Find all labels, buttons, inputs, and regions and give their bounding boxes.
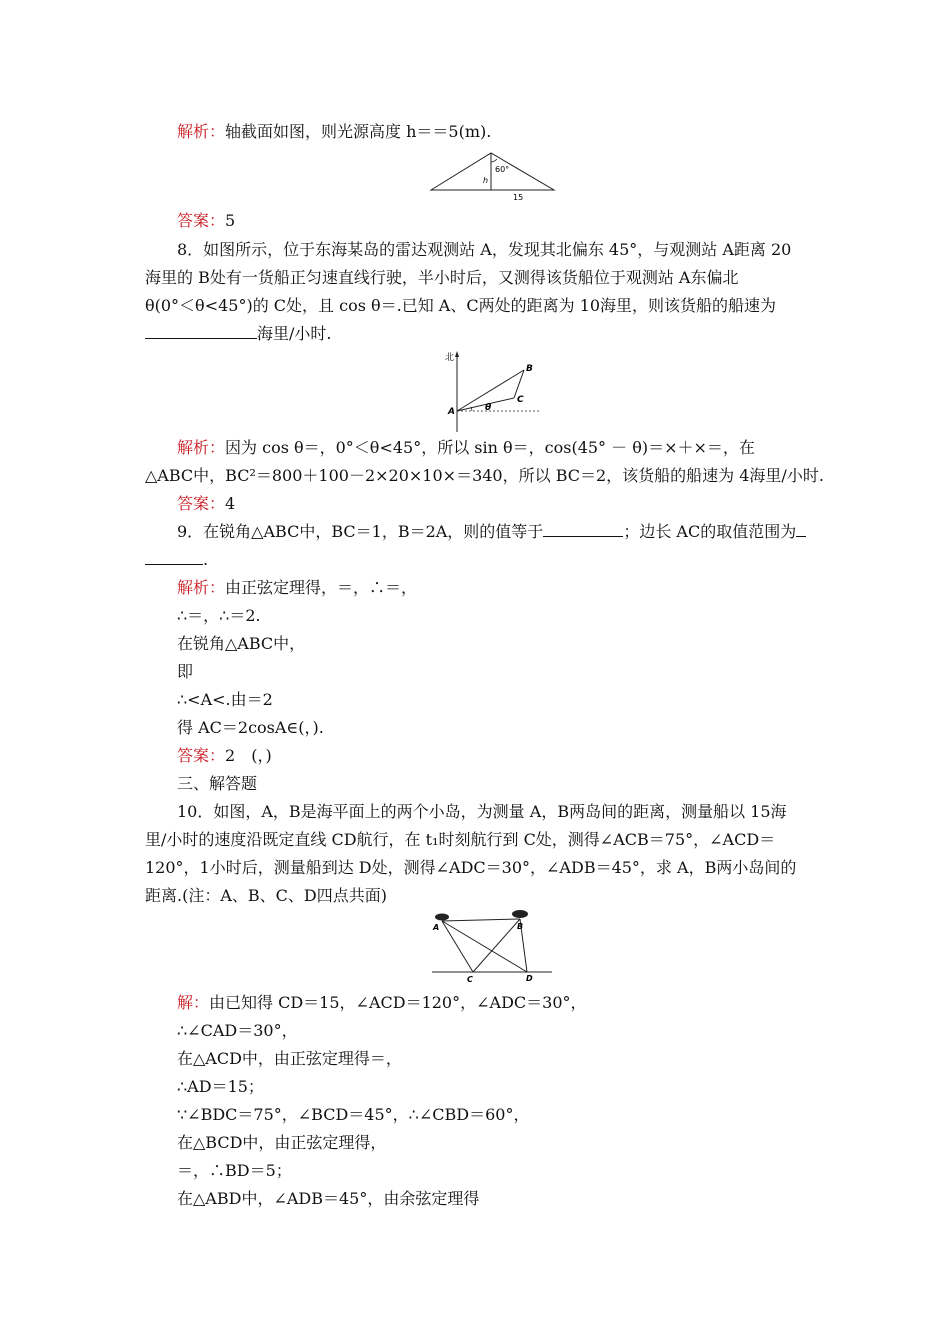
answer-blank[interactable] (145, 324, 257, 339)
solution-10-line-2: ∴∠CAD＝30°， (177, 1021, 298, 1040)
answer-value: 4 (225, 494, 236, 513)
solution-10-line-1: 解：由已知得 CD＝15，∠ACD＝120°，∠ADC＝30°， (177, 993, 587, 1012)
figure-10-islands (428, 908, 556, 986)
segment-ad (442, 921, 527, 972)
north-label: 北 (445, 353, 455, 363)
point-b-label: B (517, 922, 524, 931)
answer-9 (177, 746, 272, 766)
answer-label: 答案： (177, 211, 226, 230)
solution-9-line-6: 得 AC＝2cosA∈(，). (177, 718, 324, 737)
section-title: 三、解答题 (177, 774, 258, 793)
solution-label: 解析： (177, 438, 226, 457)
north-arrow-icon (455, 351, 459, 357)
question-10-line-2: 里/小时的速度沿既定直线 CD航行，在 t₁时刻航行到 C处，测得∠ACB＝75°，∠ACD＝ (145, 830, 776, 849)
solution-9-line-3: 在锐角△ABC中， (177, 634, 306, 653)
height-label: h (483, 176, 489, 185)
question-10-line-4: 距离.(注：A、B、C、D四点共面) (145, 886, 387, 905)
solution-text: 轴截面如图，则光源高度 h＝＝5(m). (225, 122, 492, 141)
question-8-line-4: 海里/小时. (145, 324, 331, 344)
point-c-label: C (517, 395, 524, 405)
solution-10-line-5: ∵∠BDC＝75°，∠BCD＝45°，∴∠CBD＝60°， (177, 1105, 530, 1124)
answer-value: 2 (，) (225, 746, 272, 765)
solution-label: 解析： (177, 122, 226, 141)
question-8-line-3: θ(0°＜θ<45°)的 C处，且 cos θ＝.已知 A、C两处的距离为 10海里，则该货船的船速为 (145, 296, 777, 315)
solution-9-line-1: 解析：由正弦定理得，＝，∴＝， (177, 578, 418, 597)
answer-label: 答案： (177, 746, 226, 765)
question-8-line-1: 8．如图所示，位于东海某岛的雷达观测站 A，发现其北偏东 45°，与观测站 A距离 20 (177, 240, 792, 259)
solution-9-line-5: ∴<A<.由＝2 (177, 690, 273, 709)
figure-7-triangle (428, 150, 558, 204)
question-10-line-3: 120°，1小时后，测量船到达 D处，测得∠ADC＝30°，∠ADB＝45°，求 A，B两小岛间的 (145, 858, 797, 877)
answer-label: 答案： (177, 494, 226, 513)
segment-bc (514, 370, 524, 398)
answer-value: 5 (225, 211, 236, 230)
answer-blank-1[interactable] (543, 522, 623, 537)
island-a-icon (435, 914, 449, 921)
solution-10-line-3: 在△ACD中，由正弦定理得＝， (177, 1049, 402, 1068)
point-b-label: B (526, 364, 533, 374)
question-8-line-2: 海里的 B处有一货船正匀速直线行驶，半小时后，又测得该货船位于观测站 A东偏北 (145, 268, 739, 287)
solution-9-line-4: 即 (177, 662, 194, 681)
island-b-icon (512, 910, 528, 918)
angle-arc (491, 159, 497, 162)
solution-8-line-2: △ABC中，BC²＝800＋100－2×20×10×＝340，所以 BC＝2，该货船的船速为 4海里/小时. (145, 466, 824, 485)
triangle-shape (431, 153, 554, 190)
angle-label: 60° (495, 165, 510, 174)
point-d-label: D (526, 974, 533, 983)
segment-ac (442, 921, 473, 972)
segment-ab (442, 919, 520, 921)
solution-8-line-1: 解析：因为 cos θ＝，0°＜θ<45°，所以 sin θ＝，cos(45° － θ)＝×＋×＝，在 (177, 438, 755, 457)
question-10-line-1: 10．如图，A，B是海平面上的两个小岛，为测量 A，B两岛间的距离，测量船以 15海 (177, 802, 787, 821)
point-a-label: A (433, 923, 440, 932)
answer-blank-2a[interactable] (796, 522, 806, 537)
solution-10-line-8: 在△ABD中，∠ADB＝45°，由余弦定理得 (177, 1189, 480, 1208)
base-label: 15 (513, 193, 524, 202)
theta-label: θ (485, 403, 492, 413)
solution-label: 解析： (177, 578, 226, 597)
solution-10-line-6: 在△BCD中，由正弦定理得， (177, 1133, 387, 1152)
solution-label: 解： (177, 993, 210, 1012)
answer-blank-2b[interactable] (145, 550, 203, 565)
solution-7 (177, 122, 491, 142)
point-a-label: A (448, 407, 455, 417)
solution-10-line-7: ＝，∴BD＝5； (177, 1161, 292, 1180)
point-c-label: C (467, 975, 473, 984)
figure-8-navigation (444, 348, 544, 434)
solution-9-line-2: ∴＝，∴＝2. (177, 606, 261, 625)
solution-10-line-4: ∴AD＝15； (177, 1077, 264, 1096)
question-9-line-1: 9．在锐角△ABC中，BC＝1，B＝2A，则的值等于 ；边长 AC的取值范围为 (177, 522, 806, 542)
answer-7 (177, 211, 235, 231)
question-9-line-2: . (145, 550, 208, 570)
answer-8 (177, 494, 235, 514)
